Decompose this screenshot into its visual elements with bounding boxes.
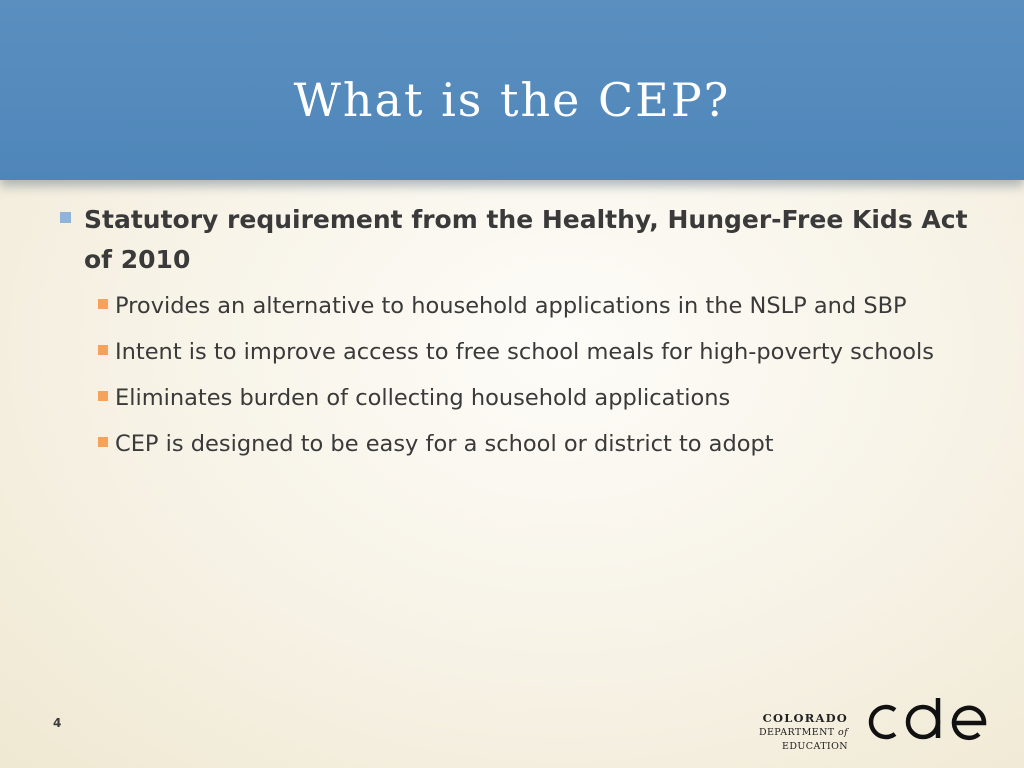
square-bullet-icon bbox=[98, 299, 108, 309]
slide-title: What is the CEP? bbox=[293, 73, 731, 127]
title-bar bbox=[0, 0, 1024, 180]
logo-wordmark bbox=[690, 710, 848, 754]
cde-logo-mark bbox=[862, 696, 988, 748]
bullet-text: Intent is to improve access to free school meals for high-poverty schools bbox=[115, 339, 934, 365]
square-bullet-icon bbox=[98, 345, 108, 355]
bullet-level2 bbox=[98, 334, 980, 370]
bullet-text: Provides an alternative to household applications in the NSLP and SBP bbox=[115, 293, 907, 319]
bullet-text: Eliminates burden of collecting household applications bbox=[115, 385, 731, 411]
bullet-text: CEP is designed to be easy for a school or district to adopt bbox=[115, 431, 774, 457]
bullet-text: Statutory requirement from the Healthy, Hunger-Free Kids Act of 2010 bbox=[84, 205, 968, 274]
square-bullet-icon bbox=[98, 437, 108, 447]
page-number: 4 bbox=[53, 716, 62, 730]
bullet-level1 bbox=[60, 200, 980, 280]
bullet-level2 bbox=[98, 426, 980, 462]
cde-logo bbox=[690, 694, 990, 750]
logo-line-department: DEPARTMENT of EDUCATION bbox=[758, 727, 848, 752]
logo-line-colorado: COLORADO bbox=[762, 711, 848, 725]
slide-body bbox=[60, 200, 980, 472]
bullet-level2 bbox=[98, 380, 980, 416]
square-bullet-icon bbox=[60, 212, 71, 223]
square-bullet-icon bbox=[98, 391, 108, 401]
bullet-level2 bbox=[98, 288, 980, 324]
